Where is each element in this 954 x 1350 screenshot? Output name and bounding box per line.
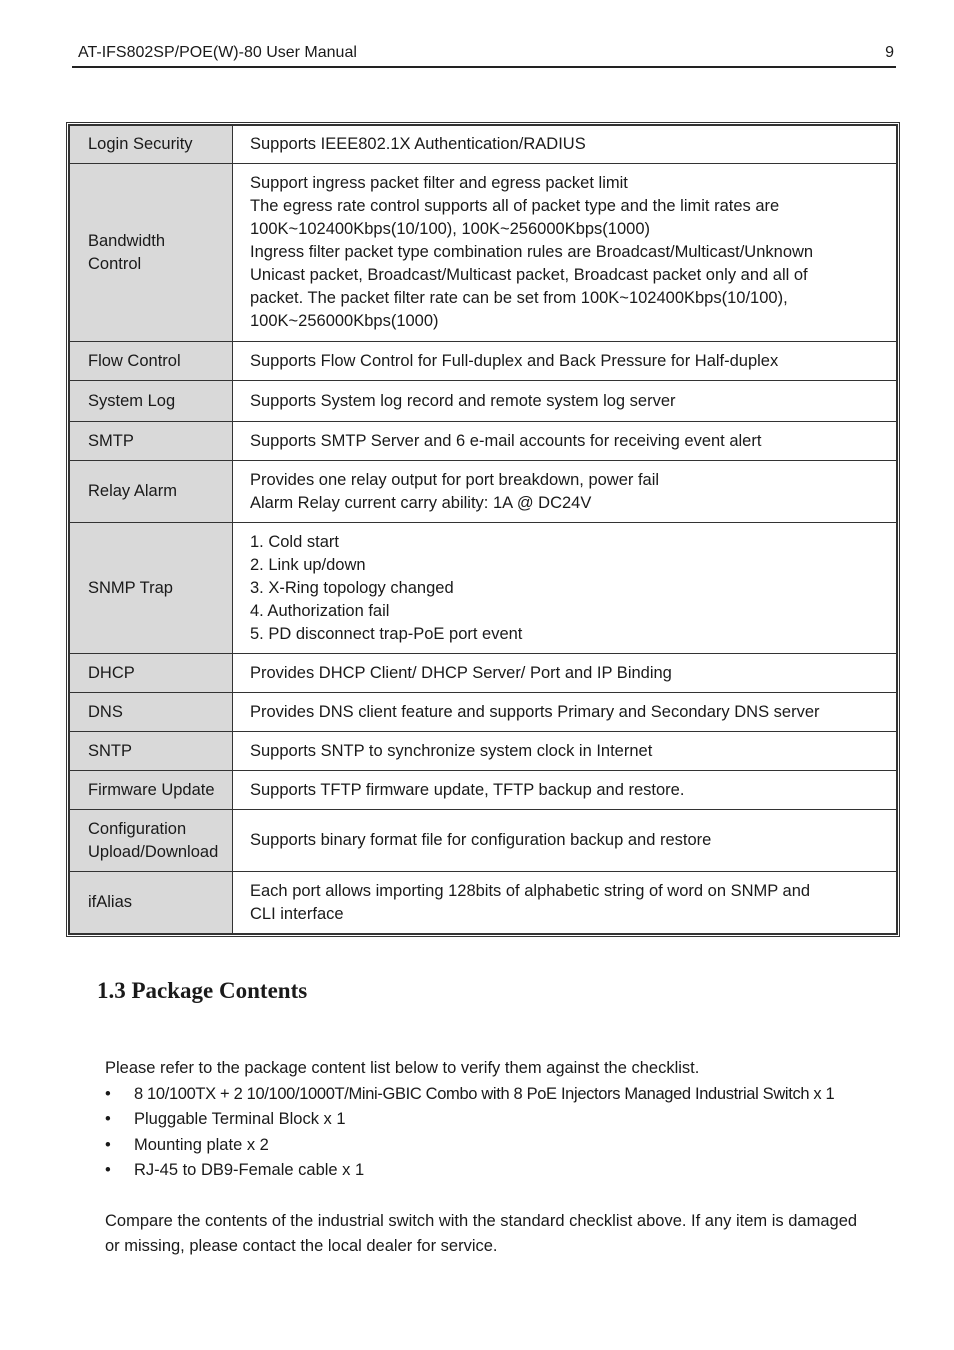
spec-value-line: Supports SMTP Server and 6 e-mail accounts for receiving event alert xyxy=(250,431,762,450)
spec-value-line: Unicast packet, Broadcast/Multicast packet, Broadcast packet only and all of xyxy=(250,266,808,284)
spec-feature-value xyxy=(233,422,897,461)
list-item-text: 8 10/100TX + 2 10/100/1000T/Mini-GBIC Combo with 8 PoE Injectors Managed Industrial Switch x 1 xyxy=(134,1084,835,1103)
spec-feature-value xyxy=(233,342,897,381)
spec-feature-label xyxy=(70,810,233,872)
spec-value-line: 2. Link up/down xyxy=(250,555,366,574)
spec-value-line: Provides one relay output for port breakdown, power fail xyxy=(250,470,660,489)
intro-paragraph: Please refer to the package content list below to verify them against the checklist. xyxy=(105,1059,700,1077)
spec-row xyxy=(70,422,897,461)
spec-label-line: SNMP Trap xyxy=(88,578,173,597)
spec-feature-label xyxy=(70,164,233,342)
spec-value-line: 5. PD disconnect trap-PoE port event xyxy=(250,624,523,643)
spec-value-line: Each port allows importing 128bits of alphabetic string of word on SNMP and xyxy=(250,881,811,900)
spec-value-line: Supports IEEE802.1X Authentication/RADIUS xyxy=(250,135,586,153)
list-item-text: Mounting plate x 2 xyxy=(134,1135,269,1154)
spec-feature-value xyxy=(233,732,897,771)
spec-row xyxy=(70,872,897,934)
specification-table-body xyxy=(70,126,897,934)
closing-paragraph xyxy=(105,1209,895,1260)
spec-value-line: Support ingress packet filter and egress packet limit xyxy=(250,174,628,192)
spec-value-line: Supports TFTP firmware update, TFTP backup and restore. xyxy=(250,780,685,799)
bullet-glyph: • xyxy=(105,1110,111,1128)
spec-feature-label xyxy=(70,693,233,732)
spec-value-line: Provides DNS client feature and supports Primary and Secondary DNS server xyxy=(250,702,820,721)
spec-value-line: packet. The packet filter rate can be set from 100K~102400Kbps(10/100), xyxy=(250,289,788,307)
spec-label-line: DNS xyxy=(88,702,123,721)
spec-feature-value xyxy=(233,523,897,654)
spec-value-line: Supports SNTP to synchronize system clock in Internet xyxy=(250,741,653,760)
bullet-glyph: • xyxy=(105,1084,111,1103)
spec-label-line: SMTP xyxy=(88,431,134,450)
spec-row xyxy=(70,126,897,164)
spec-value-line: CLI interface xyxy=(250,904,344,923)
spec-label-line: ifAlias xyxy=(88,893,133,911)
spec-feature-value xyxy=(233,771,897,810)
spec-label-line: SNTP xyxy=(88,741,133,760)
spec-value-line: 100K~256000Kbps(1000) xyxy=(250,312,439,330)
bullet-glyph: • xyxy=(105,1135,111,1154)
bullet-glyph: • xyxy=(105,1161,111,1179)
spec-value-line: Ingress filter packet type combination rules are Broadcast/Multicast/Unknown xyxy=(250,243,814,261)
spec-value-line: Supports binary format file for configuration backup and restore xyxy=(250,831,712,849)
spec-value-line: 3. X-Ring topology changed xyxy=(250,578,454,597)
spec-row xyxy=(70,164,897,342)
manual-title: AT-IFS802SP/POE(W)-80 User Manual xyxy=(78,44,357,61)
spec-row xyxy=(70,693,897,732)
spec-feature-value xyxy=(233,654,897,693)
spec-row xyxy=(70,654,897,693)
spec-row xyxy=(70,523,897,654)
page-number: 9 xyxy=(885,44,894,61)
list-item-text: RJ-45 to DB9-Female cable x 1 xyxy=(134,1161,365,1179)
spec-value-line: Provides DHCP Client/ DHCP Server/ Port and IP Binding xyxy=(250,663,672,682)
list-item-text: Pluggable Terminal Block x 1 xyxy=(134,1110,346,1128)
closing-line: Compare the contents of the industrial switch with the standard checklist above. If any item is damaged xyxy=(105,1211,858,1230)
spec-feature-value xyxy=(233,164,897,342)
spec-feature-label xyxy=(70,732,233,771)
closing-line: or missing, please contact the local dealer for service. xyxy=(105,1237,498,1255)
spec-value-line: 100K~102400Kbps(10/100), 100K~256000Kbps(1000) xyxy=(250,220,650,238)
spec-row xyxy=(70,771,897,810)
spec-label-line: Control xyxy=(88,254,142,273)
spec-label-line: Firmware Update xyxy=(88,780,215,799)
spec-value-line: 1. Cold start xyxy=(250,532,339,551)
spec-label-line: DHCP xyxy=(88,663,135,682)
spec-feature-value xyxy=(233,810,897,872)
list-item xyxy=(105,1082,895,1108)
page-header xyxy=(72,44,896,68)
spec-row xyxy=(70,732,897,771)
package-contents-body xyxy=(105,1056,895,1260)
spec-feature-label xyxy=(70,654,233,693)
spec-value-line: 4. Authorization fail xyxy=(250,601,390,620)
spec-value-line: The egress rate control supports all of packet type and the limit rates are xyxy=(250,197,780,215)
specification-table xyxy=(66,122,900,937)
spec-label-line: Bandwidth xyxy=(88,231,166,250)
spec-value-line: Supports System log record and remote system log server xyxy=(250,391,676,410)
spec-value-line: Alarm Relay current carry ability: 1A @ DC24V xyxy=(250,493,592,512)
spec-row xyxy=(70,381,897,422)
spec-label-line: Configuration xyxy=(88,819,187,838)
spec-label-line: System Log xyxy=(88,391,176,410)
spec-row xyxy=(70,461,897,523)
spec-feature-label xyxy=(70,422,233,461)
spec-feature-label xyxy=(70,523,233,654)
spec-label-line: Upload/Download xyxy=(88,842,219,861)
spec-row xyxy=(70,810,897,872)
spec-feature-value xyxy=(233,693,897,732)
spec-row xyxy=(70,342,897,381)
spec-label-line: Flow Control xyxy=(88,351,181,370)
section-heading: 1.3 Package Contents xyxy=(97,978,308,1003)
spec-feature-value xyxy=(233,872,897,934)
spec-feature-label xyxy=(70,126,233,164)
spec-label-line: Login Security xyxy=(88,135,193,153)
spec-label-line: Relay Alarm xyxy=(88,482,177,500)
spec-feature-value xyxy=(233,126,897,164)
spec-feature-label xyxy=(70,342,233,381)
spec-feature-value xyxy=(233,461,897,523)
spec-feature-label xyxy=(70,771,233,810)
spec-feature-value xyxy=(233,381,897,422)
package-list xyxy=(105,1082,895,1184)
spec-feature-label xyxy=(70,461,233,523)
spec-value-line: Supports Flow Control for Full-duplex and Back Pressure for Half-duplex xyxy=(250,351,779,370)
list-item xyxy=(105,1133,895,1159)
list-item xyxy=(105,1107,895,1133)
list-item xyxy=(105,1158,895,1184)
spec-feature-label xyxy=(70,381,233,422)
spec-feature-label xyxy=(70,872,233,934)
